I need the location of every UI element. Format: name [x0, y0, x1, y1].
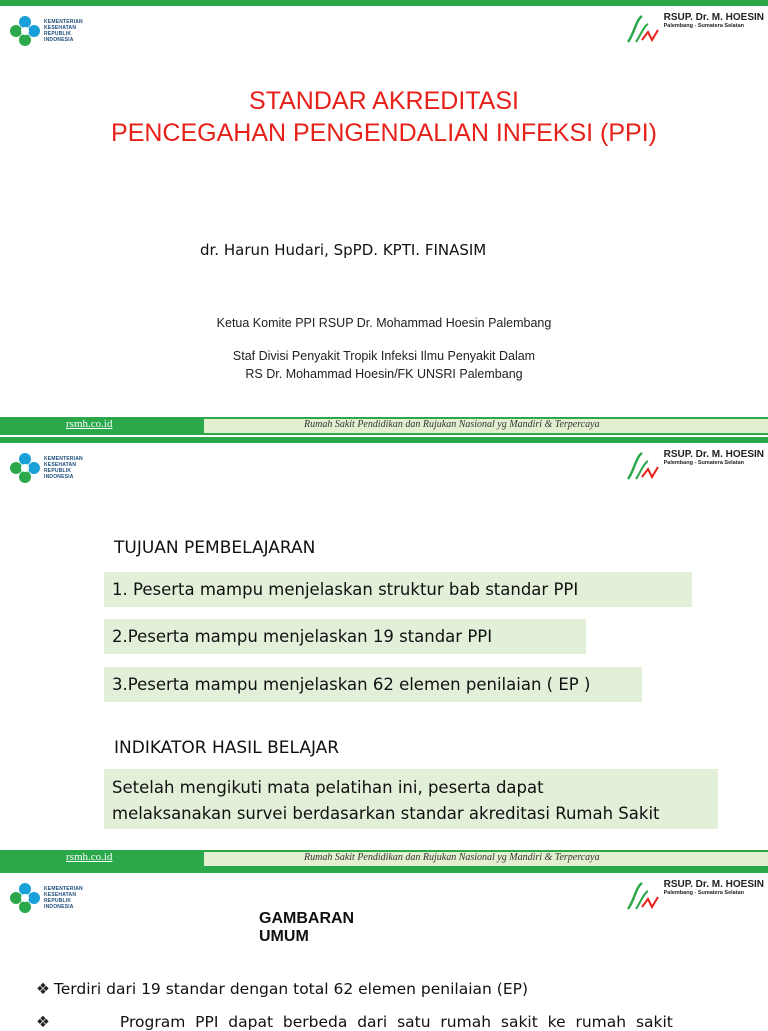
kemenkes-text-4: INDONESIA — [44, 474, 74, 480]
objective-2: 2.Peserta mampu menjelaskan 19 standar PPI — [104, 619, 586, 654]
overview-heading-line-1: GAMBARAN — [259, 910, 355, 927]
footer-motto: Rumah Sakit Pendidikan dan Rujukan Nasional yg Mandiri & Terpercaya — [304, 852, 600, 863]
rsup-emblem-icon — [626, 449, 660, 483]
rsup-logo — [626, 449, 764, 483]
slide-footer — [0, 417, 768, 435]
overview-bullet-2 — [36, 1013, 736, 1031]
overview-bullet-2-text: Program PPI dapat berbeda dari satu rumah sakit ke rumah sakit — [119, 1013, 673, 1031]
top-bar — [0, 867, 768, 873]
learning-indicator-box — [104, 769, 718, 829]
diamond-bullet-icon: ❖ — [36, 980, 50, 998]
kemenkes-text-3: REPUBLIK — [44, 898, 72, 904]
kemenkes-text-3: REPUBLIK — [44, 31, 72, 37]
footer-site-link[interactable]: rsmh.co.id — [66, 418, 113, 430]
kemenkes-emblem-icon — [8, 14, 42, 48]
kemenkes-text-4: INDONESIA — [44, 904, 74, 910]
rsup-emblem-icon — [626, 879, 660, 913]
rsup-name: RSUP. Dr. M. HOESIN — [663, 879, 764, 890]
author-staff-line-1: Staf Divisi Penyakit Tropik Infeksi Ilmu Penyakit Dalam — [232, 349, 536, 363]
kemenkes-text-1: KEMENTERIAN — [44, 886, 83, 892]
rsup-logo — [626, 12, 764, 46]
slide-title-line-2: PENCEGAHAN PENGENDALIAN INFEKSI (PPI) — [111, 119, 657, 147]
kemenkes-text-3: REPUBLIK — [44, 468, 72, 474]
kemenkes-text-2: KESEHATAN — [44, 892, 77, 898]
author-role: Ketua Komite PPI RSUP Dr. Mohammad Hoesin Palembang — [216, 316, 552, 330]
indicator-line-1: Setelah mengikuti mata pelatihan ini, peserta dapat — [112, 778, 544, 797]
kemenkes-text-1: KEMENTERIAN — [44, 456, 83, 462]
overview-bullet-1-text: Terdiri dari 19 standar dengan total 62 elemen penilaian (EP) — [53, 980, 529, 998]
objective-3: 3.Peserta mampu menjelaskan 62 elemen penilaian ( EP ) — [104, 667, 642, 702]
objective-1: 1. Peserta mampu menjelaskan struktur bab standar PPI — [104, 572, 692, 607]
rsup-location: Palembang - Sumatera Selatan — [663, 460, 744, 466]
rsup-logo — [626, 879, 764, 913]
kemenkes-logo — [8, 14, 83, 48]
kemenkes-logo — [8, 451, 83, 485]
kemenkes-emblem-icon — [8, 451, 42, 485]
kemenkes-text-1: KEMENTERIAN — [44, 19, 83, 25]
footer-site-link[interactable]: rsmh.co.id — [66, 851, 113, 863]
top-bar — [0, 0, 768, 6]
rsup-name: RSUP. Dr. M. HOESIN — [663, 12, 764, 23]
overview-bullet-1 — [36, 980, 528, 998]
slide-3 — [0, 867, 768, 1031]
indicator-line-2: melaksanakan survei berdasarkan standar akreditasi Rumah Sakit — [112, 804, 660, 823]
author-staff-line-2: RS Dr. Mohammad Hoesin/FK UNSRI Palembang — [245, 367, 523, 381]
top-bar — [0, 437, 768, 443]
rsup-location: Palembang - Sumatera Selatan — [663, 23, 744, 29]
kemenkes-text-4: INDONESIA — [44, 37, 74, 43]
kemenkes-text-2: KESEHATAN — [44, 25, 77, 31]
overview-heading-line-2: UMUM — [259, 928, 309, 945]
rsup-emblem-icon — [626, 12, 660, 46]
diamond-bullet-icon: ❖ — [36, 1013, 50, 1031]
slide-title-line-1: STANDAR AKREDITASI — [249, 87, 519, 115]
rsup-name: RSUP. Dr. M. HOESIN — [663, 449, 764, 460]
overview-heading — [259, 910, 354, 946]
kemenkes-logo — [8, 881, 83, 915]
learning-indicator-heading: INDIKATOR HASIL BELAJAR — [114, 738, 340, 758]
learning-objectives-heading: TUJUAN PEMBELAJARAN — [114, 538, 316, 558]
kemenkes-text-2: KESEHATAN — [44, 462, 77, 468]
slide-2 — [0, 437, 768, 863]
kemenkes-emblem-icon — [8, 881, 42, 915]
slide-1 — [0, 0, 768, 430]
rsup-location: Palembang - Sumatera Selatan — [663, 890, 744, 896]
footer-motto: Rumah Sakit Pendidikan dan Rujukan Nasional yg Mandiri & Terpercaya — [304, 419, 600, 430]
slide-footer — [0, 850, 768, 868]
author-name: dr. Harun Hudari, SpPD. KPTI. FINASIM — [200, 241, 487, 259]
